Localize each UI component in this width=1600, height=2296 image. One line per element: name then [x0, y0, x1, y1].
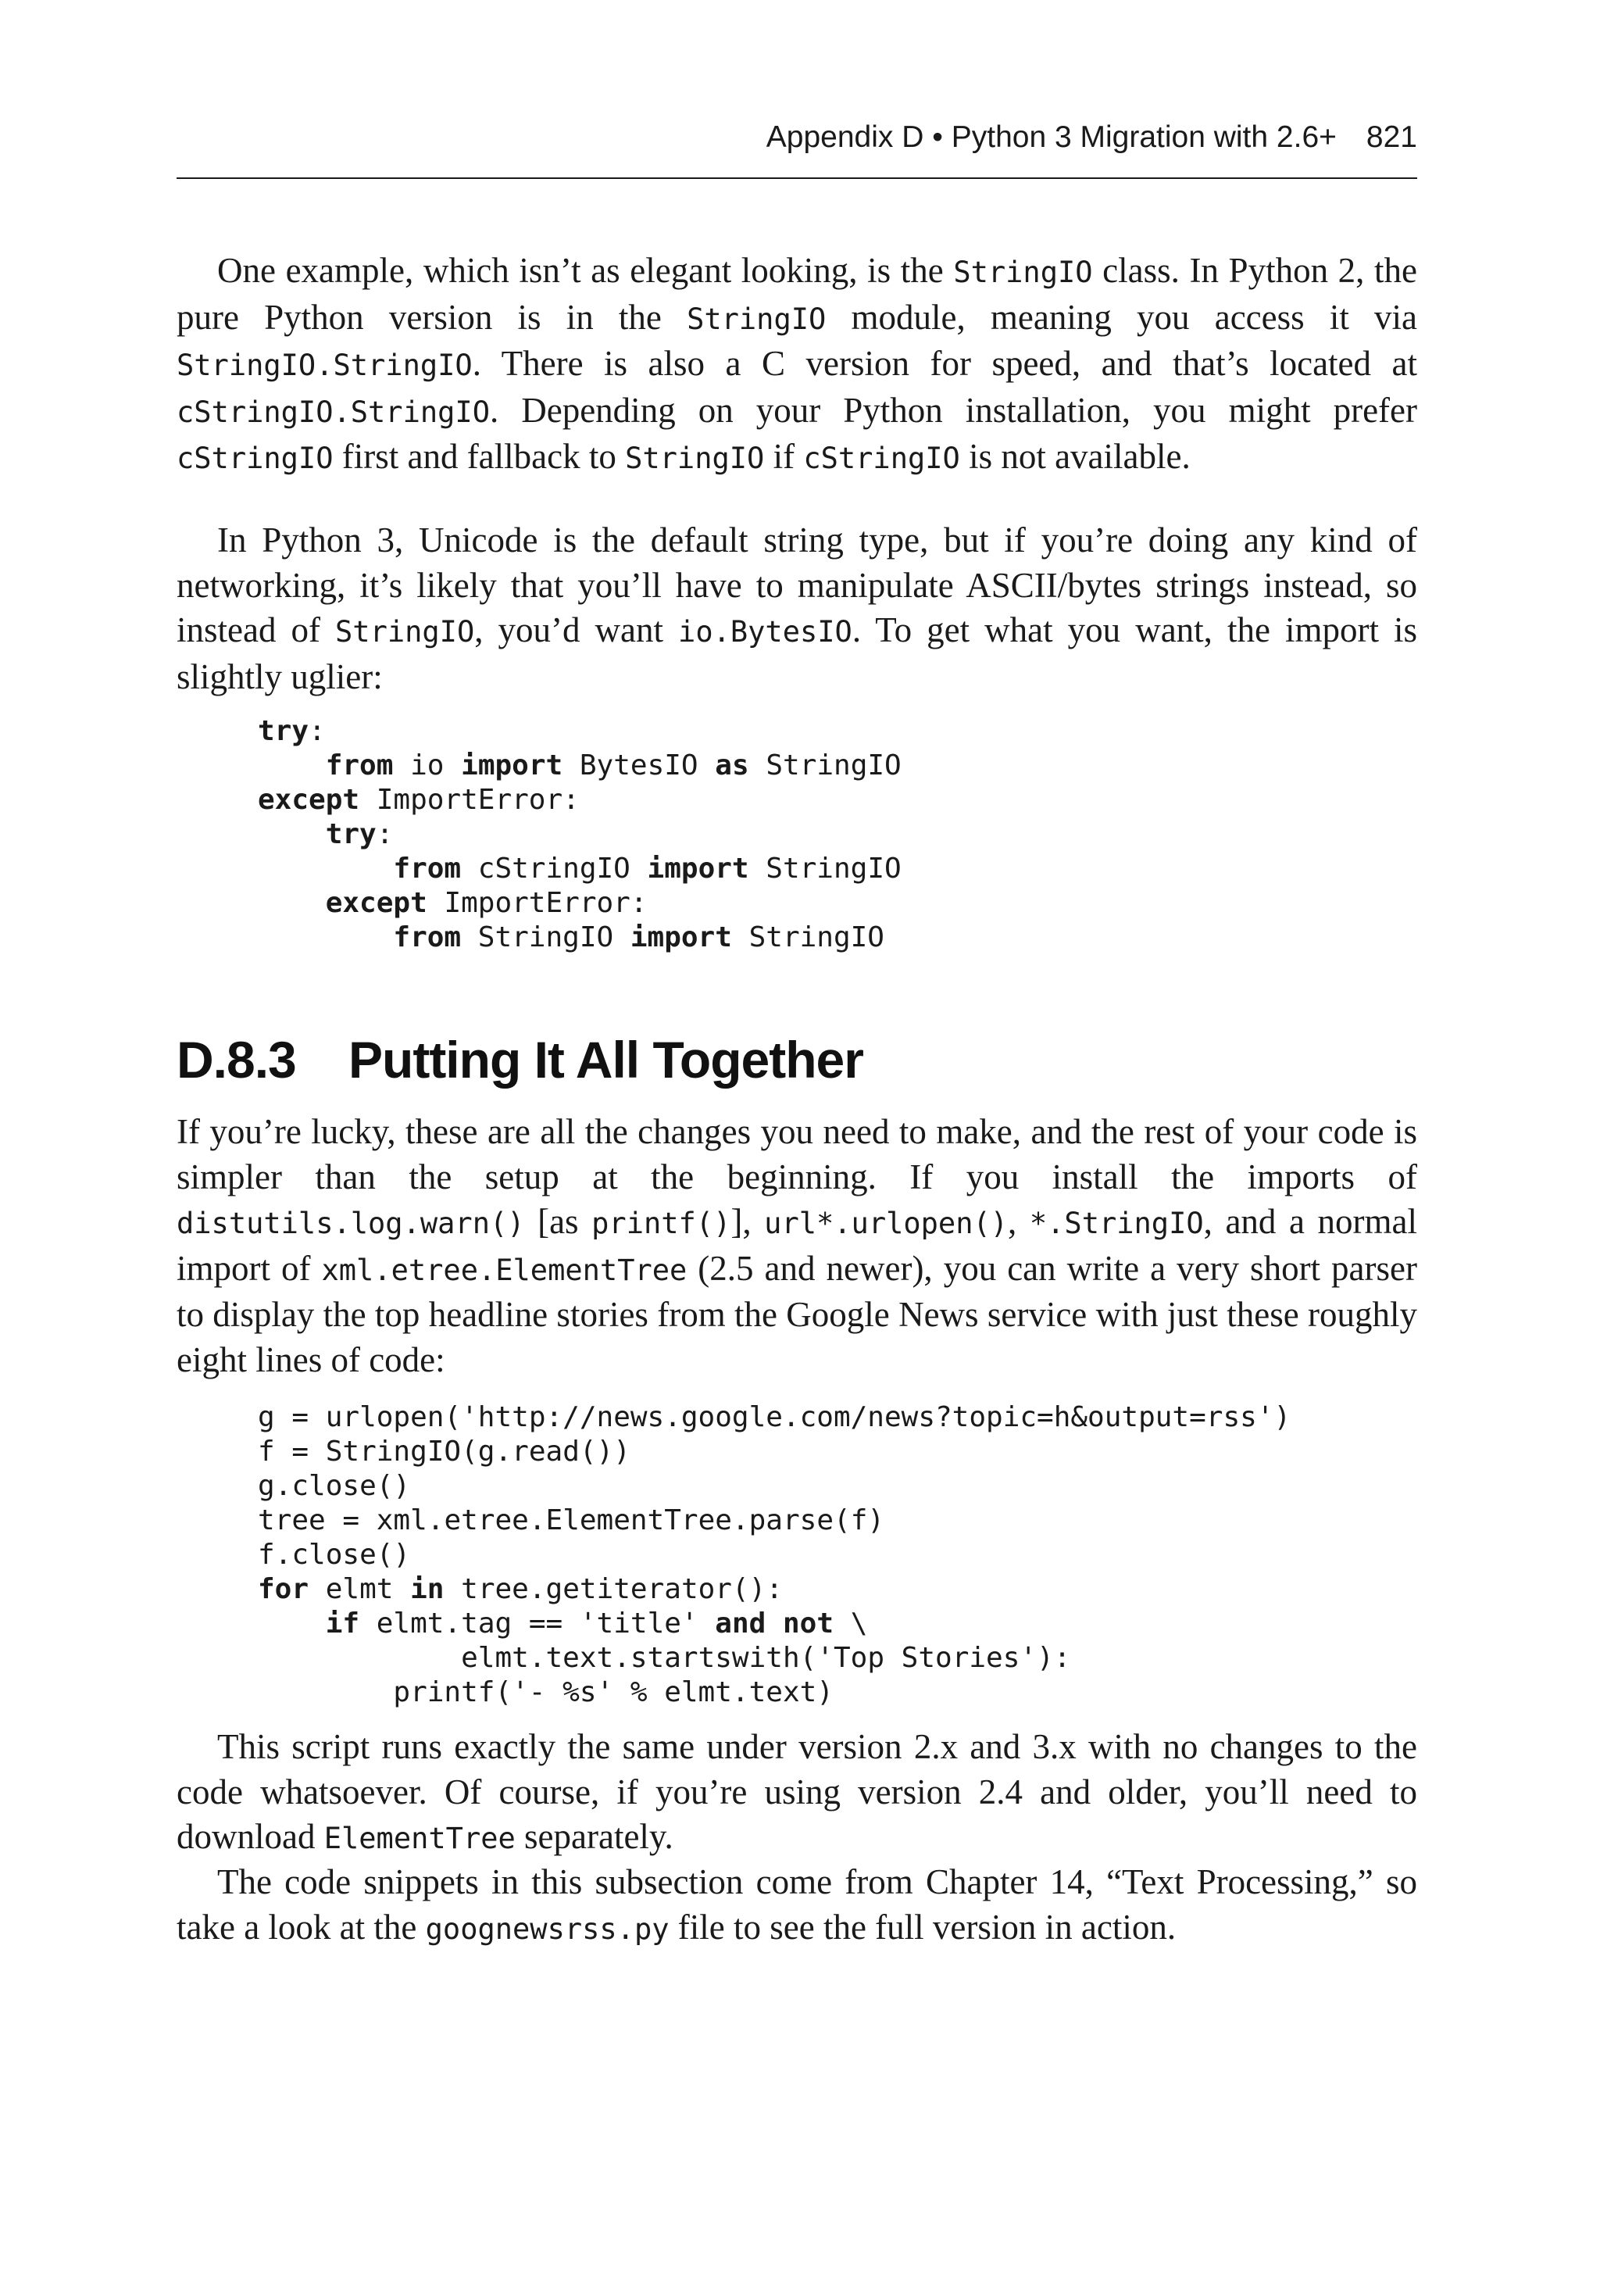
page-number: 821	[1366, 120, 1417, 154]
code-line: except ImportError:	[325, 887, 648, 919]
running-head-title: Appendix D • Python 3 Migration with 2.6+	[766, 120, 1337, 154]
code-line: if elmt.tag == 'title' and not \	[325, 1608, 868, 1640]
text: if	[764, 437, 804, 476]
code-line: from io import BytesIO as StringIO	[325, 749, 902, 781]
text: separately.	[515, 1817, 673, 1856]
inline-code: StringIO	[687, 302, 827, 336]
code-line: printf('- %s' % elmt.text)	[393, 1676, 834, 1708]
inline-code: StringIO	[625, 442, 765, 475]
section-title: Putting It All Together	[348, 1031, 863, 1089]
text: file to see the full version in action.	[669, 1907, 1177, 1947]
inline-code: cStringIO.StringIO	[177, 395, 490, 429]
text: The code snippets in this subsection come from Chapter 14, “Text Processing,” so take a look at the	[177, 1862, 1417, 1947]
code-line: from cStringIO import StringIO	[393, 853, 902, 885]
inline-code: *.StringIO	[1029, 1207, 1204, 1240]
inline-code: distutils.log.warn()	[177, 1207, 525, 1240]
text: first and fallback to	[333, 437, 626, 476]
text: , and a normal import of	[177, 1202, 1417, 1288]
code-line: g.close()	[258, 1470, 411, 1502]
code-line: f.close()	[258, 1539, 411, 1571]
paragraph-stringio-intro	[177, 249, 1417, 481]
code-line: from StringIO import StringIO	[393, 921, 884, 953]
inline-code: xml.etree.ElementTree	[321, 1253, 688, 1287]
text: module, meaning you access it via	[826, 297, 1417, 337]
running-header	[177, 120, 1417, 155]
text: If you’re lucky, these are all the changes you need to make, and the rest of your code is simpler than the setup at the beginning. If you install the imports of	[177, 1112, 1417, 1196]
paragraph-python3-unicode	[177, 518, 1417, 699]
inline-code: goognewsrss.py	[425, 1912, 670, 1946]
text: . There is also a C version for speed, and that’s located at	[472, 344, 1417, 383]
code-line: tree = xml.etree.ElementTree.parse(f)	[258, 1504, 885, 1536]
text: ,	[1008, 1202, 1030, 1241]
text: . To get what you want, the import is slightly uglier:	[177, 610, 1417, 696]
code-line: f = StringIO(g.read())	[258, 1436, 630, 1468]
paragraph-script-runs	[177, 1725, 1417, 1861]
inline-code: ElementTree	[323, 1822, 516, 1855]
text: This script runs exactly the same under version 2.x and 3.x with no changes to the code whatsoever. Of course, if you’re using version 2.4 and older, you’ll need to download	[177, 1727, 1417, 1856]
code-line: except ImportError:	[258, 784, 580, 816]
inline-code: io.BytesIO	[678, 615, 852, 649]
text: . Depending on your Python installation, you might prefer	[489, 390, 1417, 430]
inline-code: StringIO.StringIO	[177, 349, 473, 382]
code-line: elmt.text.startswith('Top Stories'):	[461, 1642, 1071, 1674]
inline-code: printf()	[591, 1207, 731, 1240]
inline-code: url*.urlopen()	[764, 1207, 1009, 1240]
code-line: g = urlopen('http://news.google.com/news?topic=h&output=rss')	[258, 1401, 1291, 1433]
inline-code: cStringIO	[177, 442, 334, 475]
text: is not available.	[959, 437, 1191, 476]
code-line: try:	[258, 715, 326, 747]
text: class. In Python 2, the pure Python version is in the	[177, 251, 1417, 337]
text: In Python 3, Unicode is the default string type, but if you’re doing any kind of networking, it’s likely that you’ll have to manipulate ASCII/bytes strings instead, so instead of	[177, 520, 1417, 649]
code-listing-google-news	[258, 1400, 1391, 1710]
code-listing-import-fallback	[258, 714, 1391, 955]
paragraph-putting-together	[177, 1110, 1417, 1382]
text: (2.5 and newer), you can write a very short parser to display the top headline stories from the Google News service with just these roughly eight lines of code:	[177, 1248, 1417, 1379]
code-line: for elmt in tree.getiterator():	[258, 1573, 783, 1605]
text: One example, which isn’t as elegant looking, is the	[217, 251, 954, 290]
section-number: D.8.3	[177, 1031, 296, 1089]
text: ],	[730, 1202, 765, 1241]
code-line: try:	[325, 818, 394, 850]
inline-code: StringIO	[335, 615, 475, 649]
section-heading	[177, 1030, 863, 1089]
text: [as	[524, 1202, 592, 1241]
inline-code: StringIO	[953, 256, 1093, 289]
header-rule	[177, 177, 1417, 179]
paragraph-code-snippets	[177, 1860, 1417, 1951]
text: , you’d want	[474, 610, 679, 649]
inline-code: cStringIO	[803, 442, 960, 475]
